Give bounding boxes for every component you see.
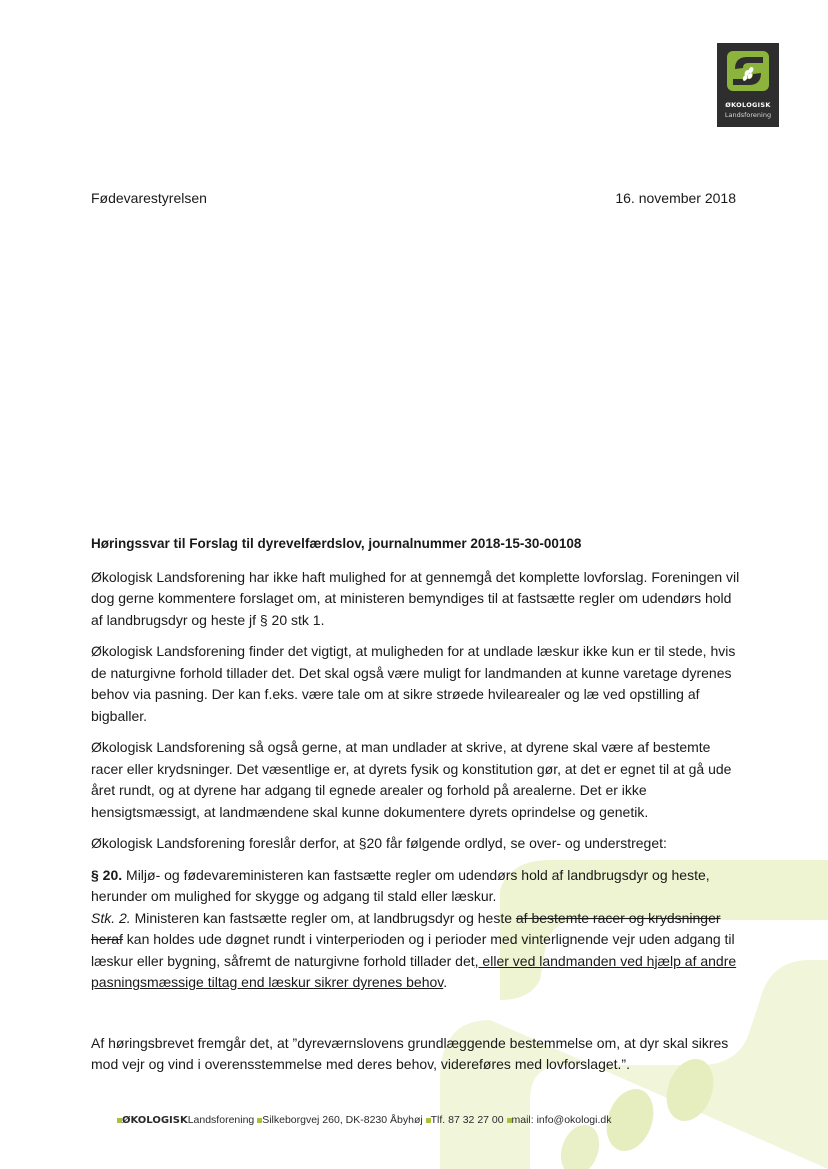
footer-mail[interactable]: mail: info@okologi.dk [507, 1114, 612, 1126]
recipient: Fødevarestyrelsen [91, 190, 207, 206]
letter-date: 16. november 2018 [615, 190, 736, 206]
footer-org: ØKOLOGISKLandsforening [117, 1114, 254, 1126]
paragraph: Økologisk Landsforening så også gerne, at man undlader at skrive, at dyrene skal være af bestemte racer eller krydsninger. Det væsentlige er, at dyrets fysik og konstitution gør, at det er egnet til at gå ude året rundt, og at dyrene har adgang til egnede arealer og forhold på arealerne. Det er ikke hensigtsmæssigt, at landmændene skal kunne dokumentere dyrets oprindelse og genetik. [91, 739, 732, 820]
subject-heading: Høringssvar til Forslag til dyrevelfærdslov, journalnummer 2018-15-30-00108 [91, 536, 582, 551]
letter-body [91, 533, 743, 1086]
leaf-s-icon [717, 43, 779, 101]
footer-address: Silkeborgvej 260, DK-8230 Åbyhøj [257, 1114, 423, 1126]
logo-subtitle: Landsforening [724, 111, 772, 119]
underlined-text: , eller ved landmanden ved hjælp af andre pasningsmæssige tiltag end læskur sikrer dyrenes behov [91, 952, 737, 990]
paragraph: Økologisk Landsforening foreslår derfor, at §20 får følgende ordlyd, se over- og understreget: [91, 835, 667, 851]
closing-paragraph: Af høringsbrevet fremgår det, at ”dyreværnslovens grundlæggende bestemmelse om, at dyr skal sikres mod vejr og vind i overensstemmelse med deres behov, videreføres med lovforslaget.”. [91, 1034, 729, 1072]
logo-name: ØKOLOGISK [725, 101, 771, 109]
section-label: § 20. [91, 866, 123, 883]
law-proposal [91, 865, 743, 994]
stk-end: . [443, 974, 448, 990]
stk-text: Ministeren kan fastsætte regler om, at landbrugsdyr og heste [130, 909, 516, 926]
stk-text: kan holdes ude døgnet rundt i vinterperioden og i perioder med vinterlignende vejr uden adgang til læskur eller bygning, såfremt de naturgivne forhold tillader det [91, 931, 735, 969]
law-stk-2 [91, 908, 743, 994]
footer [117, 1114, 611, 1126]
org-logo [717, 43, 779, 127]
struck-text: af bestemte racer og krydsninger heraf [91, 909, 721, 947]
section-text: Miljø- og fødevareministeren kan fastsætte regler om udendørs hold af landbrugsdyr og heste, herunder om mulighed for skygge og adgang til stald eller læskur. [91, 866, 710, 904]
footer-phone: Tlf. 87 32 27 00 [426, 1114, 504, 1126]
paragraph: Økologisk Landsforening finder det vigtigt, at muligheden for at undlade læskur ikke kun er til stede, hvis de naturgivne forhold tillader det. Det skal også være muligt for landmanden at kunne varetage dyrenes behov via pasning. Der kan f.eks. være tale om at sikre strøede hvilearealer og læ ved opstilling af bigballer. [91, 643, 736, 724]
law-section-20 [91, 865, 743, 908]
paragraph: Økologisk Landsforening har ikke haft mulighed for at gennemgå det komplette lovforslag. Foreningen vil dog gerne kommentere forslaget om, at ministeren bemyndiges til at fastsætte regler om udendørs hold af landbrugsdyr og heste jf § 20 stk 1. [91, 568, 740, 628]
stk-label: Stk. 2. [91, 909, 131, 926]
